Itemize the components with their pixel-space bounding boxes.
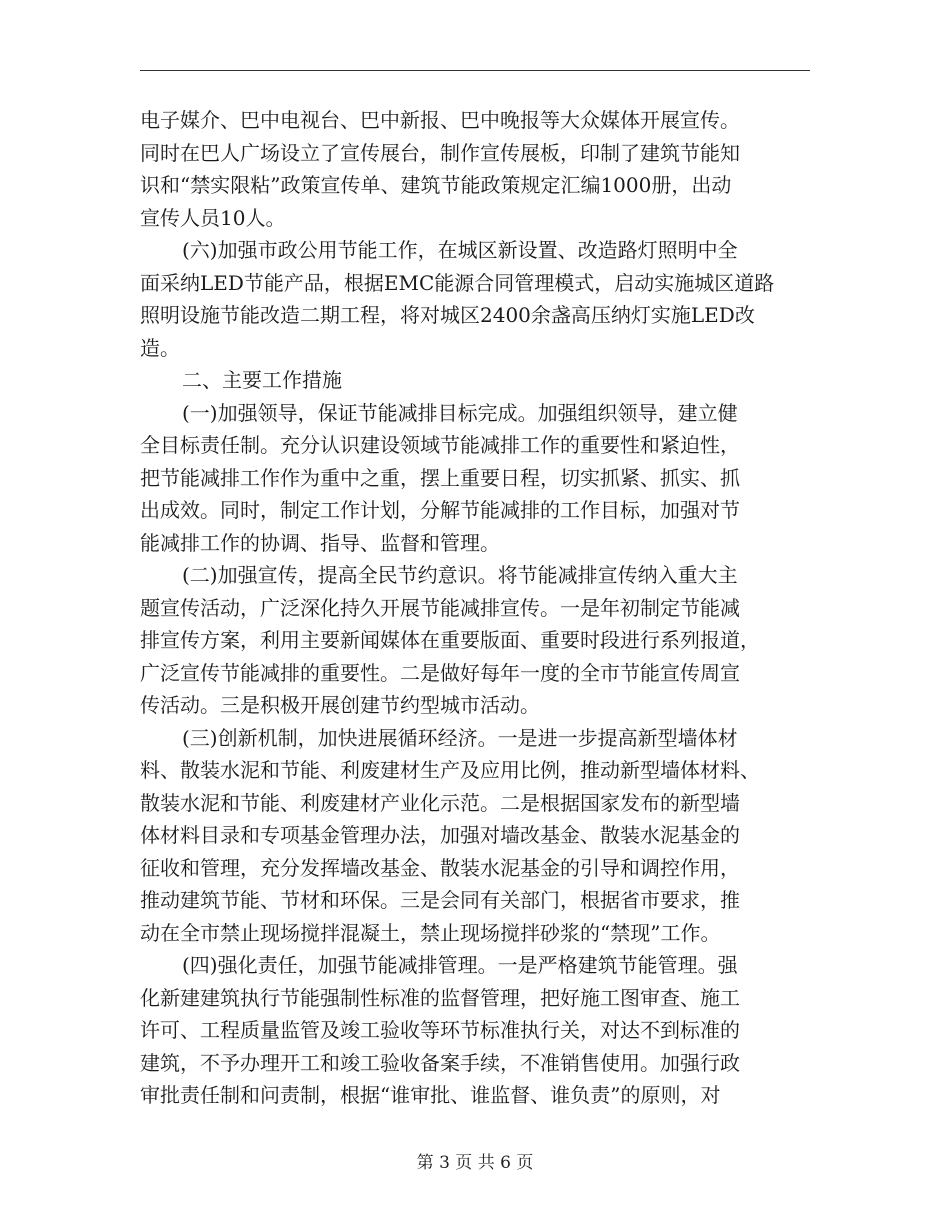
text-line: 推动建筑节能、节材和环保。三是会同有关部门，根据省市要求，推 — [140, 888, 740, 912]
text-line: 传活动。三是积极开展创建节约型城市活动。 — [140, 693, 540, 717]
paragraph-start-line: (六)加强市政公用节能工作，在城区新设置、改造路灯照明中全 — [182, 238, 738, 262]
text-line: 广泛宣传节能减排的重要性。二是做好每年一度的全市节能宣传周宣 — [140, 660, 740, 685]
text-line: 许可、工程质量监管及竣工验收等环节标准执行关，对达不到标准的 — [140, 1018, 740, 1042]
text-line: 能减排工作的协调、指导、监督和管理。 — [140, 530, 500, 555]
text-line: 电子媒介、巴中电视台、巴中新报、巴中晚报等大众媒体开展宣传。 — [140, 108, 740, 132]
text-line: 散装水泥和节能、利废建材产业化示范。二是根据国家发布的新型墙 — [140, 790, 740, 815]
text-line: 建筑，不予办理开工和竣工验收备案手续，不准销售使用。加强行政 — [140, 1050, 740, 1075]
text-line: 造。 — [140, 335, 180, 360]
header-rule — [140, 70, 810, 71]
text-line: 出成效。同时，制定工作计划，分解节能减排的工作目标，加强对节 — [140, 498, 740, 522]
text-line: 体材料目录和专项基金管理办法，加强对墙改基金、散装水泥基金的 — [140, 823, 740, 847]
text-line: 料、散装水泥和节能、利废建材生产及应用比例，推动新型墙体材料、 — [140, 758, 760, 782]
paragraph-start-line: (一)加强领导，保证节能减排目标完成。加强组织领导，建立健 — [182, 400, 738, 425]
document-body — [140, 104, 810, 1112]
text-line: 同时在巴人广场设立了宣传展台，制作宣传展板，印制了建筑节能知 — [140, 140, 740, 165]
text-line: 化新建建筑执行节能强制性标准的监督管理，把好施工图审查、施工 — [140, 985, 740, 1010]
text-line: 全目标责任制。充分认识建设领域节能减排工作的重要性和紧迫性， — [140, 433, 740, 457]
page-number-footer: 第 3 页 共 6 页 — [416, 1153, 534, 1173]
text-line: 动在全市禁止现场搅拌混凝土，禁止现场搅拌砂浆的“禁现”工作。 — [140, 920, 721, 945]
paragraph-start-line: (三)创新机制，加快进展循环经济。一是进一步提高新型墙体材 — [182, 725, 738, 750]
text-line: 宣传人员10人。 — [140, 205, 286, 230]
text-line: 识和“禁实限粘”政策宣传单、建筑节能政策规定汇编1000册，出动 — [140, 173, 732, 197]
text-line: 征收和管理，充分发挥墙改基金、散装水泥基金的引导和调控作用， — [140, 855, 740, 880]
text-line: 把节能减排工作作为重中之重，摆上重要日程，切实抓紧、抓实、抓 — [140, 465, 740, 490]
paragraph-start-line: (二)加强宣传，提高全民节约意识。将节能减排宣传纳入重大主 — [182, 563, 738, 587]
text-line: 审批责任制和问责制，根据“谁审批、谁监督、谁负责”的原则，对 — [140, 1083, 721, 1107]
text-line: 题宣传活动，广泛深化持久开展节能减排宣传。一是年初制定节能减 — [140, 595, 740, 620]
section-heading: 二、主要工作措施 — [182, 368, 342, 392]
paragraph-start-line: (四)强化责任，加强节能减排管理。一是严格建筑节能管理。强 — [182, 953, 738, 977]
text-line: 排宣传方案，利用主要新闻媒体在重要版面、重要时段进行系列报道， — [140, 628, 760, 652]
text-line: 面采纳LED节能产品，根据EMC能源合同管理模式，启动实施城区道路 — [140, 270, 775, 295]
text-line: 照明设施节能改造二期工程，将对城区2400余盏高压纳灯实施LED改 — [140, 303, 755, 327]
